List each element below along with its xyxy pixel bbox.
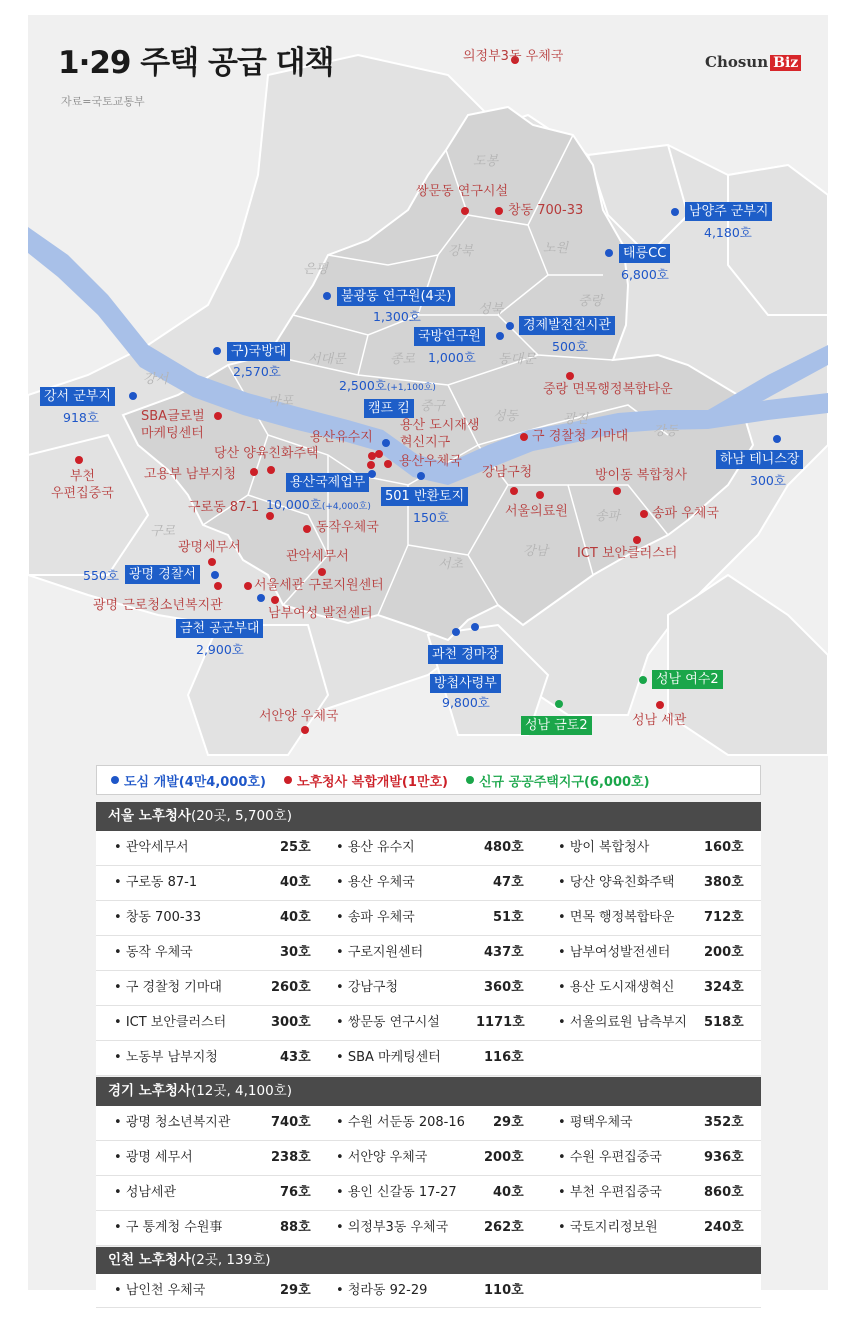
facility-name: • ICT 보안클러스터 xyxy=(114,1015,227,1030)
label-changdong: 창동 700-33 xyxy=(508,203,584,218)
marker-kepco[interactable] xyxy=(506,322,514,330)
label-yongsan-regen: 용산 도시재생 혁신지구 xyxy=(400,418,480,450)
label-seoul-customs: 서울세관 구로지원센터 xyxy=(254,578,384,593)
label-sba: SBA글로벌 마케팅센터 xyxy=(141,409,205,441)
district-label: 서초 xyxy=(438,557,464,572)
marker-defense[interactable] xyxy=(496,332,504,340)
section-title: 경기 노후청사 xyxy=(108,1083,191,1099)
marker-gangseo[interactable] xyxy=(129,392,137,400)
marker-yongsan-regen[interactable] xyxy=(375,450,383,458)
facility-name: • 청라동 92-29 xyxy=(336,1283,428,1298)
label-gwanak-tax: 관악세무서 xyxy=(286,549,349,564)
facility-name: • 국토지리정보원 xyxy=(558,1220,658,1235)
label-campkim: 캠프 킴 xyxy=(364,399,414,418)
infographic-card xyxy=(28,15,828,1290)
section-subtitle: (20곳, 5,700호) xyxy=(190,808,292,824)
label-seongnam-yeosu: 성남 여수2 xyxy=(652,670,723,689)
facility-value: 936호 xyxy=(704,1150,744,1165)
source-note: 자료=국토교통부 xyxy=(61,95,145,108)
legend-label: 도심 개발(4만4,000호) xyxy=(124,774,266,790)
count-camp501: 150호 xyxy=(413,510,449,525)
marker-old-police[interactable] xyxy=(520,433,528,441)
marker-gwacheon[interactable] xyxy=(452,628,460,636)
legend-label: 신규 공공주택지구(6,000호) xyxy=(478,774,650,790)
marker-songpa-post[interactable] xyxy=(640,510,648,518)
facility-name: • SBA 마케팅센터 xyxy=(336,1050,441,1065)
marker-seongnam-geumto[interactable] xyxy=(555,700,563,708)
facility-value: 860호 xyxy=(704,1185,744,1200)
facility-name: • 창동 700-33 xyxy=(114,910,202,925)
facility-value: 1171호 xyxy=(476,1015,525,1030)
label-gm-youth: 광명 근로청소년복지관 xyxy=(93,598,223,613)
label-dangsan: 당산 양육친화주택 xyxy=(214,446,319,461)
section-subtitle: (2곳, 139호) xyxy=(190,1252,271,1268)
district-label: 송파 xyxy=(595,509,621,524)
table-row xyxy=(96,901,761,936)
marker-ict[interactable] xyxy=(633,536,641,544)
district-label: 광진 xyxy=(563,412,589,427)
label-songpa-post: 송파 우체국 xyxy=(652,506,719,521)
count-taereung: 6,800호 xyxy=(621,267,669,282)
facility-name: • 서울의료원 남측부지 xyxy=(558,1015,687,1030)
facility-value: 300호 xyxy=(271,1015,311,1030)
facility-name: • 용산 우체국 xyxy=(336,875,415,890)
marker-gukbang[interactable] xyxy=(213,347,221,355)
facility-value: 518호 xyxy=(704,1015,744,1030)
table-row xyxy=(96,971,761,1006)
section-subtitle: (12곳, 4,100호) xyxy=(190,1083,292,1099)
facility-value: 30호 xyxy=(280,945,311,960)
section-header-incheon xyxy=(96,1247,761,1274)
section-header-seoul xyxy=(96,802,761,831)
label-uijeongbu: 의정부3동 우체국 xyxy=(463,49,564,64)
district-label: 은평 xyxy=(303,262,329,277)
label-defense-cmd: 방첩사령부 xyxy=(430,674,501,693)
district-label: 서대문 xyxy=(308,352,346,367)
label-defense: 국방연구원 xyxy=(414,327,485,346)
marker-gwanak-tax[interactable] xyxy=(318,568,326,576)
facility-value: 260호 xyxy=(271,980,311,995)
marker-seoul-med[interactable] xyxy=(536,491,544,499)
label-gangseo: 강서 군부지 xyxy=(40,387,115,406)
label-gwangmyeong-tax: 광명세무서 xyxy=(178,540,241,555)
facility-value: 352호 xyxy=(704,1115,744,1130)
facility-name: • 당산 양육친화주택 xyxy=(558,875,675,890)
facility-value: 43호 xyxy=(280,1050,311,1065)
district-label: 동대문 xyxy=(498,352,536,367)
district-label: 성북 xyxy=(478,302,504,317)
label-namyangju: 남양주 군부지 xyxy=(685,202,772,221)
district-label: 도봉 xyxy=(473,154,499,169)
brand-logo xyxy=(705,53,801,71)
facility-value: 29호 xyxy=(280,1283,311,1298)
district-label: 강동 xyxy=(653,424,679,439)
marker-seoul-customs[interactable] xyxy=(244,582,252,590)
marker-labor[interactable] xyxy=(250,468,258,476)
label-geumcheon: 금천 공군부대 xyxy=(176,619,263,638)
district-label: 노원 xyxy=(543,241,569,256)
count-hanam: 300호 xyxy=(750,473,786,488)
facility-name: • 구로동 87-1 xyxy=(114,875,198,890)
marker-camp501[interactable] xyxy=(417,472,425,480)
facility-name: • 관악세무서 xyxy=(114,840,189,855)
marker-nambu-women[interactable] xyxy=(271,596,279,604)
marker-hanam[interactable] xyxy=(773,435,781,443)
marker-gurodong[interactable] xyxy=(266,512,274,520)
legend-item-blue xyxy=(111,771,266,790)
table-row xyxy=(96,831,761,866)
count-campkim-main: 2,500호 xyxy=(339,378,387,393)
facility-value: 240호 xyxy=(704,1220,744,1235)
map-legend xyxy=(96,765,761,795)
facility-value: 116호 xyxy=(484,1050,524,1065)
label-old-police: 구 경찰청 기마대 xyxy=(532,429,629,444)
facility-name: • 강남구청 xyxy=(336,980,399,995)
district-label: 강북 xyxy=(448,244,474,259)
marker-bulgwang[interactable] xyxy=(323,292,331,300)
facility-name: • 용인 신갈동 17-27 xyxy=(336,1185,457,1200)
facility-value: 262호 xyxy=(484,1220,524,1235)
facility-name: • 평택우체국 xyxy=(558,1115,633,1130)
label-bangi: 방이동 복합청사 xyxy=(595,468,688,483)
label-yongsan-intl: 용산국제업무 xyxy=(286,473,369,492)
facility-value: 29호 xyxy=(493,1115,524,1130)
facility-value: 88호 xyxy=(280,1220,311,1235)
brand-name: Chosun xyxy=(705,53,769,71)
marker-campkim[interactable] xyxy=(382,439,390,447)
label-seoanyang: 서안양 우체국 xyxy=(259,709,339,724)
marker-namyangju[interactable] xyxy=(671,208,679,216)
marker-gm-police[interactable] xyxy=(211,571,219,579)
marker-gangnam-office[interactable] xyxy=(510,487,518,495)
facility-name: • 구로지원센터 xyxy=(336,945,424,960)
facility-value: 380호 xyxy=(704,875,744,890)
count-gukbang: 2,570호 xyxy=(233,364,281,379)
marker-taereung[interactable] xyxy=(605,249,613,257)
marker-changdong[interactable] xyxy=(495,207,503,215)
facility-name: • 구 경찰청 기마대 xyxy=(114,980,222,995)
label-nambu-women: 남부여성 발전센터 xyxy=(268,606,373,621)
count-gangseo: 918호 xyxy=(63,410,99,425)
facility-name: • 부천 우편집중국 xyxy=(558,1185,662,1200)
facility-name: • 면목 행정복합타운 xyxy=(558,910,675,925)
label-seongnam-geumto: 성남 금토2 xyxy=(521,716,592,735)
facility-value: 110호 xyxy=(484,1283,524,1298)
facility-name: • 용산 도시재생혁신 xyxy=(558,980,675,995)
facility-name: • 남부여성발전센터 xyxy=(558,945,671,960)
legend-label: 노후청사 복합개발(1만호) xyxy=(296,774,448,790)
count-yongsan-intl-extra: (+4,000호) xyxy=(321,502,371,512)
marker-geumcheon[interactable] xyxy=(257,594,265,602)
legend-item-green xyxy=(466,771,650,790)
table-row xyxy=(96,866,761,901)
table-row xyxy=(96,1141,761,1176)
marker-sba[interactable] xyxy=(214,412,222,420)
label-gangnam-office: 강남구청 xyxy=(482,465,533,480)
count-namyangju: 4,180호 xyxy=(704,225,752,240)
section-header-gyeonggi xyxy=(96,1077,761,1106)
section-title: 인천 노후청사 xyxy=(108,1252,191,1268)
label-hanam: 하남 테니스장 xyxy=(716,450,803,469)
facility-value: 360호 xyxy=(484,980,524,995)
label-labor: 고용부 남부지청 xyxy=(144,467,237,482)
marker-seoanyang[interactable] xyxy=(301,726,309,734)
facility-name: • 수원 우편집중국 xyxy=(558,1150,662,1165)
facility-value: 324호 xyxy=(704,980,744,995)
count-campkim-extra: (+1,100호) xyxy=(386,383,436,393)
label-dongjak-post: 동작우체국 xyxy=(316,520,379,535)
facility-value: 480호 xyxy=(484,840,524,855)
label-gm-police: 광명 경찰서 xyxy=(125,565,200,584)
label-gukbang: 구)국방대 xyxy=(227,342,290,361)
facility-name: • 구 통계청 수원事 xyxy=(114,1220,223,1235)
label-yongsan-water: 용산유수지 xyxy=(310,430,373,445)
count-gm-police: 550호 xyxy=(83,568,119,583)
label-gwacheon: 과천 경마장 xyxy=(428,645,503,664)
district-label: 중구 xyxy=(420,399,446,414)
count-yongsan-intl-main: 10,000호 xyxy=(266,497,322,512)
facility-name: • 방이 복합청사 xyxy=(558,840,650,855)
facility-value: 40호 xyxy=(280,875,311,890)
facility-name: • 쌍문동 연구시설 xyxy=(336,1015,440,1030)
marker-bangi[interactable] xyxy=(613,487,621,495)
count-yongsan-intl xyxy=(266,497,371,515)
facility-value: 76호 xyxy=(280,1185,311,1200)
facility-name: • 광명 세무서 xyxy=(114,1150,193,1165)
label-camp501: 501 반환토지 xyxy=(381,487,468,506)
table-row xyxy=(96,1211,761,1246)
marker-ssangmun[interactable] xyxy=(461,207,469,215)
facility-value: 51호 xyxy=(493,910,524,925)
district-label: 종로 xyxy=(390,352,416,367)
district-label: 구로 xyxy=(150,524,176,539)
count-kepco: 500호 xyxy=(552,339,588,354)
marker-yongsan-post[interactable] xyxy=(384,460,392,468)
facility-name: • 동작 우체국 xyxy=(114,945,193,960)
count-geumcheon: 2,900호 xyxy=(196,642,244,657)
facility-name: • 용산 유수지 xyxy=(336,840,415,855)
marker-gwangmyeong-tax[interactable] xyxy=(208,558,216,566)
facility-value: 437호 xyxy=(484,945,524,960)
facility-value: 238호 xyxy=(271,1150,311,1165)
label-kepco: 경제발전전시관 xyxy=(519,316,615,335)
facility-name: • 수원 서둔동 208-16 xyxy=(336,1115,465,1130)
count-campkim xyxy=(339,378,436,396)
marker-yongsan-intl[interactable] xyxy=(368,470,376,478)
count-bulgwang: 1,300호 xyxy=(373,309,421,324)
table-row xyxy=(96,1176,761,1211)
facility-name: • 의정부3동 우체국 xyxy=(336,1220,449,1235)
legend-dot-blue xyxy=(111,776,119,784)
label-jungnang: 중랑 면목행정복합타운 xyxy=(543,382,673,397)
facility-value: 200호 xyxy=(704,945,744,960)
facility-value: 40호 xyxy=(280,910,311,925)
facility-name: • 성남세관 xyxy=(114,1185,177,1200)
district-label: 강남 xyxy=(523,544,549,559)
legend-item-red xyxy=(284,771,448,790)
district-label: 성동 xyxy=(493,409,519,424)
label-bucheon: 부천 우편집중국 xyxy=(51,469,114,501)
count-defense: 1,000호 xyxy=(428,350,476,365)
label-bulgwang: 불광동 연구원(4곳) xyxy=(337,287,455,306)
marker-jungnang[interactable] xyxy=(566,372,574,380)
marker-seongnam-yeosu[interactable] xyxy=(639,676,647,684)
marker-dongjak-post[interactable] xyxy=(303,525,311,533)
marker-seongnam-customs[interactable] xyxy=(656,701,664,709)
marker-dangsan[interactable] xyxy=(267,466,275,474)
brand-tag: Biz xyxy=(770,55,801,71)
district-label: 마포 xyxy=(268,394,294,409)
label-taereung: 태릉CC xyxy=(619,244,670,263)
table-row xyxy=(96,1006,761,1041)
label-gurodong: 구로동 87-1 xyxy=(188,500,260,515)
district-label: 중랑 xyxy=(578,294,604,309)
count-defense-cmd: 9,800호 xyxy=(442,695,490,710)
facility-value: 712호 xyxy=(704,910,744,925)
section-title: 서울 노후청사 xyxy=(108,808,191,824)
facility-value: 740호 xyxy=(271,1115,311,1130)
table-row xyxy=(96,1106,761,1141)
label-ict: ICT 보안클러스터 xyxy=(577,546,678,561)
legend-dot-red xyxy=(284,776,292,784)
label-seoul-med: 서울의료원 xyxy=(505,504,568,519)
facility-value: 47호 xyxy=(493,875,524,890)
marker-gwacheon-2[interactable] xyxy=(471,623,479,631)
marker-gm-youth[interactable] xyxy=(214,582,222,590)
marker-yongsan-intl-red[interactable] xyxy=(367,461,375,469)
legend-dot-green xyxy=(466,776,474,784)
table-row xyxy=(96,936,761,971)
facility-value: 40호 xyxy=(493,1185,524,1200)
label-yongsan-post: 용산우체국 xyxy=(399,454,462,469)
label-seongnam-customs: 성남 세관 xyxy=(632,713,687,728)
facility-name: • 남인천 우체국 xyxy=(114,1283,206,1298)
facility-name: • 광명 청소년복지관 xyxy=(114,1115,231,1130)
facility-name: • 노동부 남부지청 xyxy=(114,1050,218,1065)
label-ssangmun: 쌍문동 연구시설 xyxy=(416,184,509,199)
facility-value: 200호 xyxy=(484,1150,524,1165)
facility-name: • 서안양 우체국 xyxy=(336,1150,428,1165)
table-row xyxy=(96,1274,761,1308)
page-title: 1·29 주택 공급 대책 xyxy=(58,45,334,81)
facility-name: • 송파 우체국 xyxy=(336,910,415,925)
district-label: 강서 xyxy=(143,372,169,387)
facility-value: 160호 xyxy=(704,840,744,855)
table-row xyxy=(96,1041,761,1076)
marker-bucheon[interactable] xyxy=(75,456,83,464)
facility-value: 25호 xyxy=(280,840,311,855)
